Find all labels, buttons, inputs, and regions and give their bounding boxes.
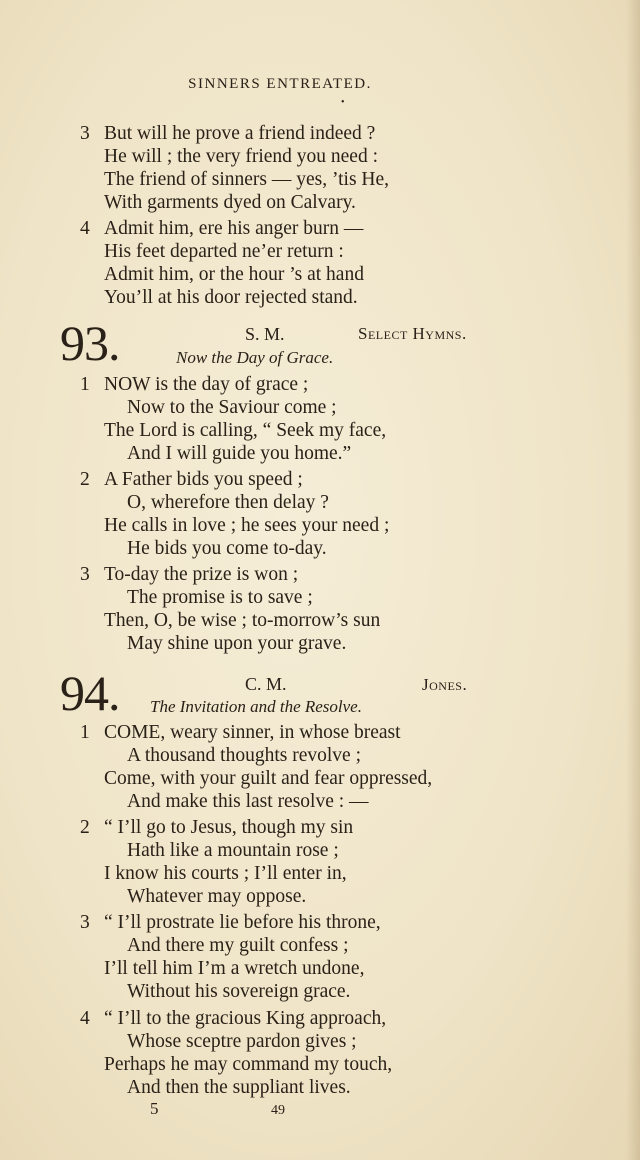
verse-number: 1 <box>80 374 90 395</box>
verse-line: The promise is to save ; <box>127 587 313 608</box>
verse-line: Without his sovereign grace. <box>127 981 351 1002</box>
verse-line: You’ll at his door rejected stand. <box>104 287 358 308</box>
verse-line: NOW is the day of grace ; <box>104 374 309 395</box>
verse-number: 3 <box>80 123 90 144</box>
verse-line: O, wherefore then delay ? <box>127 492 329 513</box>
signature-mark: 5 <box>150 1099 159 1118</box>
hymn-tune: Jones. <box>422 675 468 694</box>
verse-line: May shine upon your grave. <box>127 633 347 654</box>
verse-number: 4 <box>80 1008 90 1029</box>
hymn-meter: C. M. <box>245 674 287 694</box>
hymn-title: The Invitation and the Resolve. <box>150 697 362 716</box>
hymn-tune: Select Hymns. <box>358 324 467 343</box>
verse-line: Hath like a mountain rose ; <box>127 840 339 861</box>
hymn-number: 94. <box>60 665 120 721</box>
verse-line: He bids you come to-day. <box>127 538 327 559</box>
verse-line: Admit him, or the hour ’s at hand <box>104 264 364 285</box>
verse-line: And make this last resolve : — <box>127 791 369 812</box>
verse-number: 2 <box>80 817 90 838</box>
verse-line: Whatever may oppose. <box>127 886 307 907</box>
verse-line: But will he prove a friend indeed ? <box>104 123 376 144</box>
verse-line: And then the suppliant lives. <box>127 1077 351 1098</box>
verse-line: The friend of sinners — yes, ’tis He, <box>104 169 390 190</box>
verse-line: He calls in love ; he sees your need ; <box>104 515 390 536</box>
hymn-number: 93. <box>60 315 120 371</box>
verse-line: Then, O, be wise ; to-morrow’s sun <box>104 610 381 631</box>
verse-number: 1 <box>80 722 90 743</box>
verse-line: I’ll tell him I’m a wretch undone, <box>104 958 365 979</box>
verse-line: A Father bids you speed ; <box>104 469 303 490</box>
verse-line: Come, with your guilt and fear oppressed, <box>104 768 433 789</box>
page-number: 49 <box>271 1103 285 1118</box>
verse-number: 3 <box>80 564 90 585</box>
running-head: SINNERS ENTREATED. <box>188 76 372 92</box>
verse-line: With garments dyed on Calvary. <box>104 192 356 213</box>
verse-line: “ I’ll to the gracious King approach, <box>104 1008 387 1029</box>
verse-line: Now to the Saviour come ; <box>127 397 337 418</box>
verse-line: And there my guilt confess ; <box>127 935 349 956</box>
verse-line: I know his courts ; I’ll enter in, <box>104 863 347 884</box>
verse-line: To-day the prize is won ; <box>104 564 299 585</box>
hymn-title: Now the Day of Grace. <box>176 348 334 367</box>
verse-number: 3 <box>80 912 90 933</box>
verse-line: Whose sceptre pardon gives ; <box>127 1031 357 1052</box>
verse-line: His feet departed ne’er return : <box>104 241 344 262</box>
verse-line: “ I’ll prostrate lie before his throne, <box>104 912 381 933</box>
verse-line: He will ; the very friend you need : <box>104 146 378 167</box>
verse-line: And I will guide you home.” <box>127 443 352 464</box>
page-edge-shadow <box>626 0 640 1160</box>
verse-line: “ I’ll go to Jesus, though my sin <box>104 817 354 838</box>
verse-line: The Lord is calling, “ Seek my face, <box>104 420 387 441</box>
ornament-dot: • <box>341 97 345 108</box>
verse-line: COME, weary sinner, in whose breast <box>104 722 401 743</box>
verse-number: 2 <box>80 469 90 490</box>
hymn-meter: S. M. <box>245 324 285 344</box>
verse-line: Admit him, ere his anger burn — <box>104 218 364 239</box>
verse-number: 4 <box>80 218 90 239</box>
verse-line: A thousand thoughts revolve ; <box>127 745 361 766</box>
verse-line: Perhaps he may command my touch, <box>104 1054 393 1075</box>
